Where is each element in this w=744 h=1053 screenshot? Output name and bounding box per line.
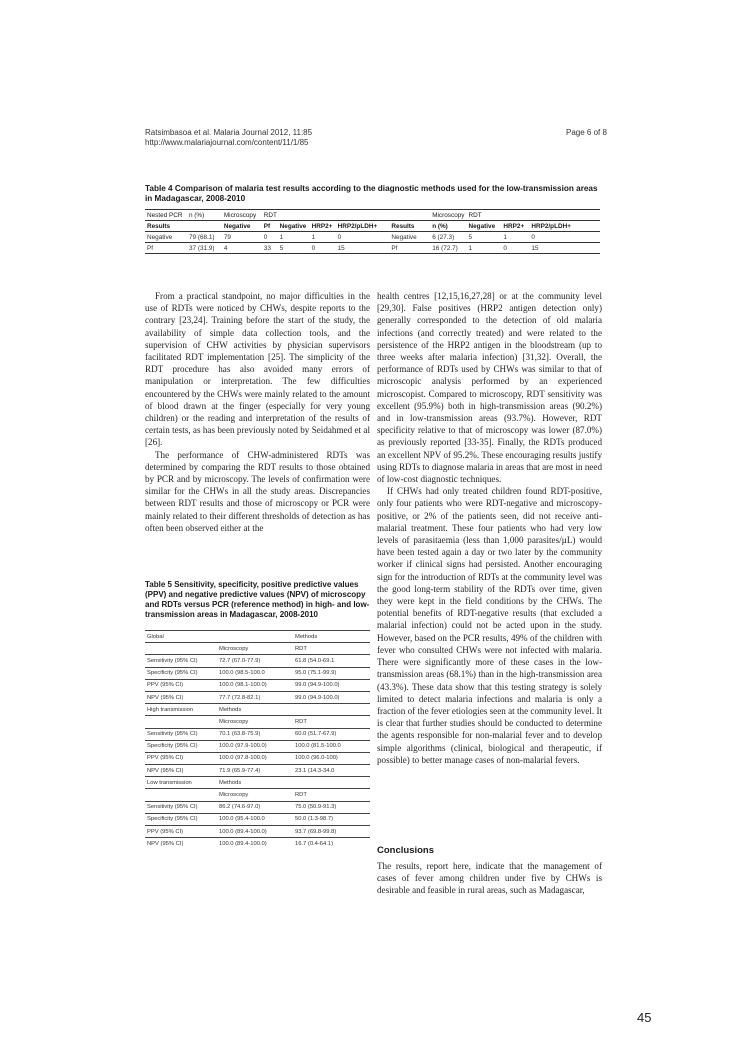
table-cell (145, 716, 217, 728)
table-subheader-row (145, 716, 370, 728)
table-cell: RDT (293, 716, 370, 728)
article-url[interactable]: http://www.malariajournal.com/content/11/1/85 (145, 138, 309, 147)
table-cell: 86.2 (74.6-97.0) (217, 801, 293, 813)
table-row (145, 655, 370, 667)
table-cell: 100.0 (89.4-100.0) (217, 826, 293, 838)
table-section-row (145, 631, 370, 643)
table-cell: NPV (95% CI) (145, 691, 217, 703)
table-cell: NPV (95% CI) (145, 838, 217, 850)
table-cell: Microscopy (217, 643, 293, 655)
page-number: 45 (637, 1010, 652, 1025)
table4 (145, 209, 600, 254)
paragraph: From a practical standpoint, no major difficulties in the use of RDTs were noticed by CHWs, despite reports to the contrary [23,24]. Training before the start of the study, the availability of simple data collection tools, and the supervision of CHW activities by physician supervisors facilitated RDT implementation [25]. The simplicity of the RDT procedure has also avoided many errors of manipulation or interpretation. The few difficulties encountered by the CHWs were mainly related to the amount of blood drawn at the finger (especially for very young children) or the reading and interpretation of the results of certain tests, as has been previously noted by Seidahmed et al [26]. (145, 291, 370, 448)
table-cell: PPV (95% CI) (145, 826, 217, 838)
table-row (145, 667, 370, 679)
table-cell: Methods (217, 704, 293, 716)
table4-header-row-2: Results Negative Pf Negative HRP2+ HRP2/pLDH+ Results n (%) Negative HRP2+ HRP2/pLDH+ (145, 221, 600, 232)
table-cell: PPV (95% CI) (145, 679, 217, 691)
table-cell: 72.7 (67.0-77.9) (217, 655, 293, 667)
table-cell: PPV (95% CI) (145, 752, 217, 764)
table-cell: 100.0 (95.4-100.0 (217, 813, 293, 825)
table-cell: NPV (95% CI) (145, 765, 217, 777)
table5 (145, 630, 370, 849)
table-cell: 75.0 (50.9-91.3) (293, 801, 370, 813)
right-column-text (377, 290, 602, 766)
table-subheader-row (145, 643, 370, 655)
table-cell: Methods (293, 631, 370, 643)
table-cell: 99.0 (94.9-100.0) (293, 691, 370, 703)
table-cell: 16.7 (0.4-64.1) (293, 838, 370, 850)
table-cell: 77.7 (72.8-82.1) (217, 691, 293, 703)
table-cell (145, 789, 217, 801)
table-row (145, 801, 370, 813)
table-cell: 95.0 (75.1-99.9) (293, 667, 370, 679)
paragraph: If CHWs had only treated children found RDT-positive, only four patients who were RDT-negative and microscopy-positive, or 2% of the patients seen, did not receive anti-malarial treatment. These four patients who had very low levels of parasitaemia (less than 1,000 parasites/µL) would have been tested again a day or two later by the community worker if clinical signs had persisted. Another encouraging sign for the introduction of RDTs at the community level was the good long-term stability of the RDTs over time, given they were kept in the field conditions by the CHWs. The potential benefits of RDT-negative results (that excluded a malarial infection) could not be acted upon in the study. However, based on the PCR results, 49% of the children with fever who consulted CHWs were not infected with malaria. There were significantly more of these cases in the low-transmission areas (68.1%) than in the high-transmission area (43.3%). These data show that this testing strategy is solely limited to detect malaria infections and malaria is only a fraction of the fever etiologies seen at the community level. It is clear that further studies should be conducted to determine the agents responsible for non-malarial fever and to develop simple algorithms (clinical, biological and therapeutic, if possible) to better manage cases of non-malarial fevers. (377, 486, 602, 765)
table-row (145, 740, 370, 752)
table-cell: RDT (293, 643, 370, 655)
table-cell: Specificity (95% CI) (145, 813, 217, 825)
table-row (145, 813, 370, 825)
conclusions-text (377, 860, 602, 897)
table-row (145, 728, 370, 740)
table-cell: Global (145, 631, 217, 643)
table-cell: 71.9 (65.9-77.4) (217, 765, 293, 777)
table-cell: 61.8 (54.0-69.1 (293, 655, 370, 667)
table-row (145, 765, 370, 777)
table-row (145, 691, 370, 703)
table-section-row (145, 704, 370, 716)
table-cell: 100.0 (81.5-100.0 (293, 740, 370, 752)
table-cell: RDT (293, 789, 370, 801)
table-cell: 93.7 (69.8-99.8) (293, 826, 370, 838)
paragraph: The performance of CHW-administered RDTs was determined by comparing the RDT results to those obtained by PCR and by microscopy. The levels of confirmation were similar for the CHWs in all the study areas. Discrepancies between RDT results and those of microscopy or PCR were mainly related to their different thresholds of detection as has often been observed either at the (145, 449, 370, 533)
table-cell: 60.0 (51.7-67.9) (293, 728, 370, 740)
table-cell (293, 704, 370, 716)
table-cell: Microscopy (217, 789, 293, 801)
table-row (145, 752, 370, 764)
table-cell: 100.0 (97.8-100.0) (217, 752, 293, 764)
paragraph: The results, report here, indicate that the management of cases of fever among children under five by CHWs is desirable and feasible in rural areas, such as Madagascar, (377, 861, 602, 896)
table-row (145, 826, 370, 838)
table-section-row (145, 777, 370, 789)
table-cell: Specificity (95% CI) (145, 740, 217, 752)
table-row (145, 838, 370, 850)
table-cell: 100.0 (98.5-100.0 (217, 667, 293, 679)
page-indicator: Page 6 of 8 (566, 128, 607, 137)
table-cell: 50.0 (1.3-98.7) (293, 813, 370, 825)
paragraph: health centres [12,15,16,27,28] or at the community level [29,30]. False positives (HRP2 antigen detection only) generally corresponded to the detection of old malaria infections (and correctly treated) and were related to the persistence of the HRP2 antigen in the bloodstream (up to three weeks after malaria infection) [31,32]. Overall, the performance of RDTs used by CHWs was similar to that of microscopic analysis performed by an experienced microscopist. Compared to microscopy, RDT sensitivity was excellent (95.9%) both in high-transmission areas (90.2%) and in low-transmission areas (93.7%). However, RDT specificity relative to that of microscopy was lower (87.0%) as previously reported [33-35]. Finally, the RDTs produced an excellent NPV of 95.2%. These encouraging results justify using RDTs to diagnose malaria in areas that are most in need of low-cost diagnostic techniques. (377, 291, 602, 485)
conclusions-heading: Conclusions (377, 845, 435, 856)
table-cell (217, 631, 293, 643)
table-cell: 70.1 (63.8-75.9) (217, 728, 293, 740)
table-subheader-row (145, 789, 370, 801)
table-cell: Specificity (95% CI) (145, 667, 217, 679)
table4-caption: Table 4 Comparison of malaria test results according to the diagnostic methods used for the low-transmission areas in Madagascar, 2008-2010 (145, 184, 598, 203)
table-cell: Methods (217, 777, 293, 789)
table-cell: 99.0 (94.9-100.0) (293, 679, 370, 691)
table-cell (293, 777, 370, 789)
table-cell (145, 643, 217, 655)
citation-line: Ratsimbasoa et al. Malaria Journal 2012, 11:85 (145, 128, 313, 137)
table-cell: 23.1 (14.3-34.0 (293, 765, 370, 777)
table-cell: Sensitivity (95% CI) (145, 728, 217, 740)
table-cell: High transmission (145, 704, 217, 716)
table-cell: Sensitivity (95% CI) (145, 655, 217, 667)
table-row (145, 679, 370, 691)
left-column-text (145, 290, 370, 534)
table-cell: 100.0 (96.0-100) (293, 752, 370, 764)
table-cell: 100.0 (97.9-100.0) (217, 740, 293, 752)
table-cell: 100.0 (98.1-100.0) (217, 679, 293, 691)
table-cell: Sensitivity (95% CI) (145, 801, 217, 813)
table5-caption: Table 5 Sensitivity, specificity, positive predictive values (PPV) and negative predictive values (NPV) of microscopy and RDTs versus PCR (reference method) in high- and low-transmission areas in Madagascar, 2008-2010 (145, 580, 370, 619)
table-row: Negative 79 (68.1) 79 0 1 1 0 Negative 6 (27.3) 5 1 0 (145, 232, 600, 243)
table-row: Pf 37 (31.9) 4 33 5 0 15 Pf 16 (72.7) 1 0 15 (145, 243, 600, 254)
table-cell: Microscopy (217, 716, 293, 728)
table-cell: Low transmission (145, 777, 217, 789)
table4-header-row-1: Nested PCR n (%) Microscopy RDT Microscopy RDT (145, 210, 600, 221)
table-cell: 100.0 (89.4-100.0) (217, 838, 293, 850)
